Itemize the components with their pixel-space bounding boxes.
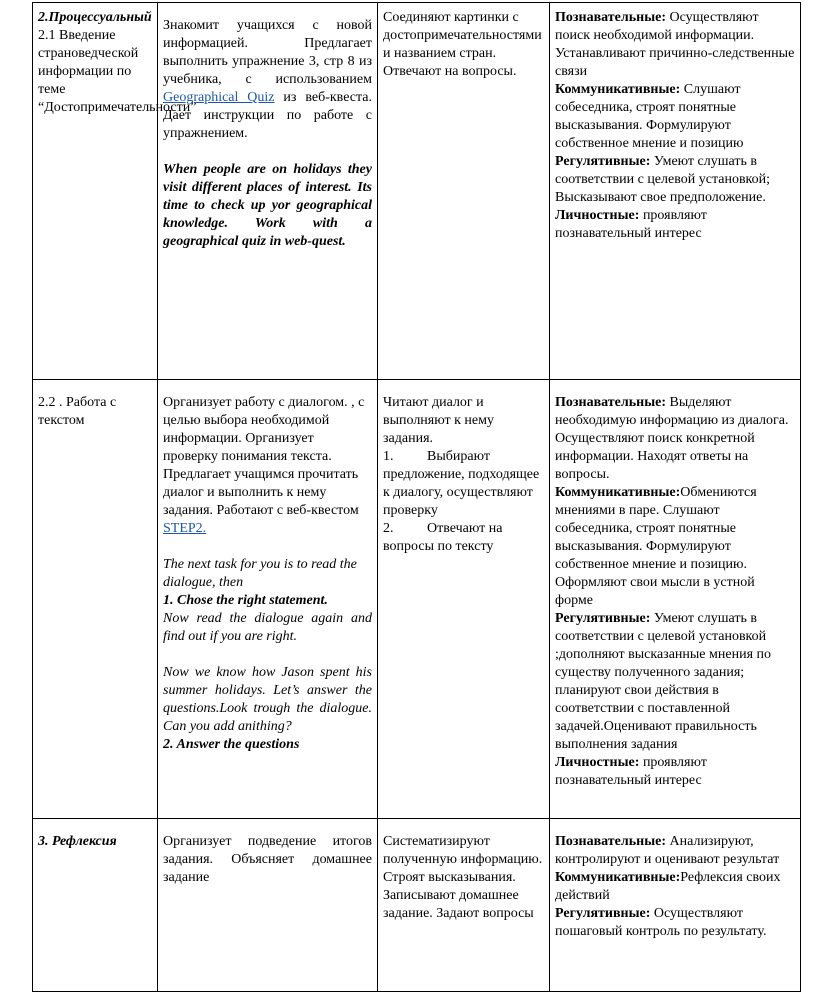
uud-item: Коммуникативные: Слушают собеседника, строят понятные высказывания. Формулируют собственное мнение и позицию <box>555 82 744 151</box>
teacher-english-text: The next task for you is to read the dialogue, then <box>163 557 357 590</box>
uud-item: Личностные: проявляют познавательный интерес <box>555 208 707 241</box>
student-activity-cell <box>378 3 550 380</box>
uud-item: Личностные: проявляют познавательный интерес <box>555 755 707 788</box>
student-text: Соединяют картинки с достопримечательностями и названием стран. Отвечают на вопросы. <box>383 10 542 79</box>
teacher-activity-cell <box>158 819 378 992</box>
uud-item: Познавательные: Выделяют необходимую информацию из диалога. Осуществляют поиск конкретной информации. Находят ответы на вопросы. <box>555 395 789 482</box>
teacher-english-text: Now read the dialogue again and find out if you are right. <box>163 611 372 644</box>
teacher-activity-cell <box>158 380 378 819</box>
uud-item: Коммуникативные:Рефлексия своих действий <box>555 870 781 903</box>
uud-item: Познавательные: Осуществляют поиск необходимой информации. Устанавливают причинно-следственные связи <box>555 10 795 79</box>
table-row <box>33 819 801 992</box>
student-list-item: 2. Отвечают на вопросы по тексту <box>383 521 503 554</box>
teacher-english-instruction: When people are on holidays they visit different places of interest. Its time to check up yor geographical knowledge. Work with a geographical quiz in web-quest. <box>163 162 372 249</box>
uud-cell <box>550 819 801 992</box>
stage-cell <box>33 380 158 819</box>
uud-item: Высказывают свое предположение. <box>555 190 766 205</box>
stage-title: 2.2 . Работа с текстом <box>38 395 117 428</box>
uud-cell <box>550 3 801 380</box>
teacher-text: Знакомит учащихся с новой информацией. Предлагает выполнить упражнение 3, стр 8 из учебника, с использованием Geographical Quiz из веб-квеста. Дает инструкции по работе с упражнением. <box>163 18 372 141</box>
geographical-quiz-link[interactable]: Geographical Quiz <box>163 90 275 105</box>
table-row <box>33 3 801 380</box>
teacher-english-text: Now we know how Jason spent his summer holidays. Let’s answer the questions.Look trough the dialogue. Can you add anithing? <box>163 665 372 734</box>
student-text: Систематизируют полученную информацию. Строят высказывания. Записывают домашнее задание. Задают вопросы <box>383 834 543 921</box>
stage-subtitle: 2.1 Введение страноведческой информации по теме “Достопримечательности” <box>38 28 197 115</box>
uud-item: Регулятивные: Умеют слушать в соответствии с целевой установкой ;дополняют высказанные мнения по существу полученного задания; планируют свои действия в соответствии с поставленной задачей.Оценивают правильность выполнения задания <box>555 611 771 752</box>
task-heading: 1. Chose the right statement. <box>163 593 328 608</box>
teacher-text: Организует подведение итогов задания. Объясняет домашнее задание <box>163 834 372 885</box>
task-heading: 2. Answer the questions <box>163 737 300 752</box>
student-list-item: 1. Выбирают предложение, подходящее к диалогу, осуществляют проверку <box>383 449 540 518</box>
uud-item: Коммуникативные:Обмениются мнениями в паре. Слушают собеседника, строят понятные высказывания. Формулируют собственное мнение и позицию. Оформляют свои мысли в устной форме <box>555 485 757 608</box>
lesson-plan-table <box>32 2 801 992</box>
stage-title: 3. Рефлексия <box>38 834 117 849</box>
stage-cell <box>33 3 197 380</box>
uud-item: Регулятивные: Умеют слушать в соответствии с целевой установкой; <box>555 154 771 187</box>
student-text: Читают диалог и выполняют к нему задания. <box>383 395 495 446</box>
student-activity-cell <box>378 819 550 992</box>
teacher-text: Организует работу с диалогом. , с целью выбора необходимой информации. Организует проверку понимания текста. Предлагает учащимся прочитать диалог и выполнить к нему задания. Работают с веб-квестом STEP2. <box>163 395 365 536</box>
uud-item: Познавательные: Анализируют, контролируют и оценивают результат <box>555 834 780 867</box>
table-row <box>33 380 801 819</box>
step2-link[interactable]: STEP2. <box>163 521 207 536</box>
teacher-activity-cell <box>158 3 378 380</box>
uud-cell <box>550 380 801 819</box>
stage-title: 2.Процессуальный <box>38 10 152 25</box>
student-activity-cell <box>378 380 550 819</box>
stage-cell <box>33 819 158 992</box>
uud-item: Регулятивные: Осуществляют пошаговый контроль по результату. <box>555 906 767 939</box>
